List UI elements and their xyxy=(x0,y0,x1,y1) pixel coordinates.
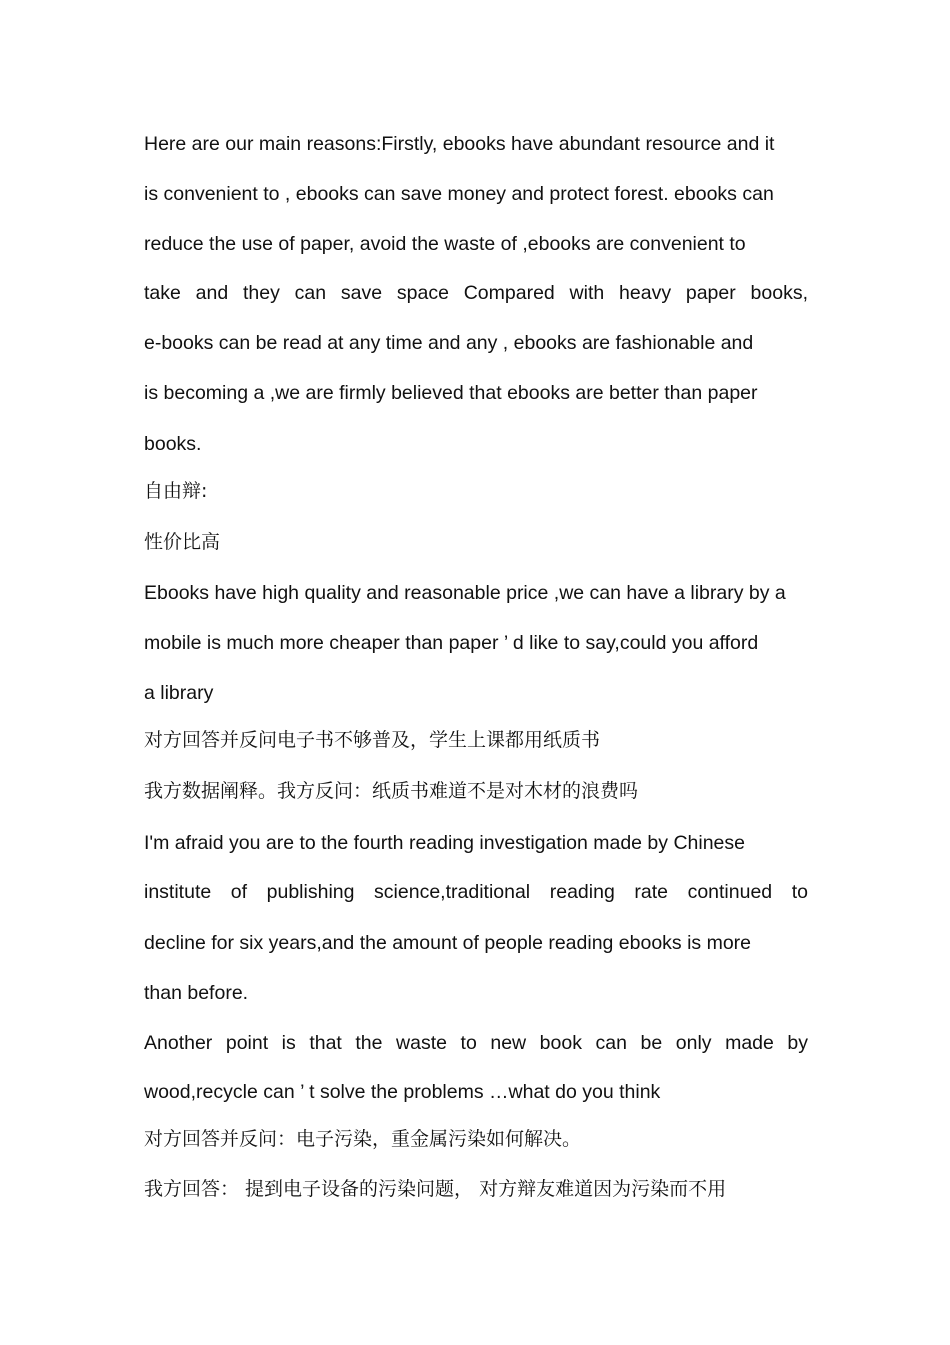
intro-line-4: take and they can save space Compared with heavy paper books, xyxy=(144,282,808,304)
intro-line-6: is becoming a ,we are firmly believed that ebooks are better than paper xyxy=(144,382,758,404)
opponent-reply-2: 对方回答并反问：电子污染，重金属污染如何解决。 xyxy=(144,1128,582,1150)
price-line-2: mobile is much more cheaper than paper ’ d like to say,could you afford xyxy=(144,632,759,654)
topic-heading: 性价比高 xyxy=(144,531,221,553)
intro-line-7: books. xyxy=(144,433,202,455)
price-line-1: Ebooks have high quality and reasonable price ,we can have a library by a xyxy=(144,582,786,604)
intro-line-2: is convenient to , ebooks can save money and protect forest. ebooks can xyxy=(144,183,774,205)
free-debate-heading: 自由辩: xyxy=(144,480,208,502)
intro-line-3: reduce the use of paper, avoid the waste of ,ebooks are convenient to xyxy=(144,233,746,255)
survey-line-1: I'm afraid you are to the fourth reading investigation made by Chinese xyxy=(144,832,745,854)
waste-line-1: Another point is that the waste to new book can be only made by xyxy=(144,1032,808,1054)
survey-line-3: decline for six years,and the amount of people reading ebooks is more xyxy=(144,932,752,954)
price-line-3: a library xyxy=(144,682,214,704)
intro-line-1: Here are our main reasons:Firstly, ebooks have abundant resource and it xyxy=(144,133,775,155)
survey-line-4: than before. xyxy=(144,982,249,1004)
survey-line-2: institute of publishing science,traditional reading rate continued to xyxy=(144,881,808,903)
our-reply-1: 我方数据阐释。我方反问：纸质书难道不是对木材的浪费吗 xyxy=(144,780,639,802)
waste-line-2: wood,recycle can ’ t solve the problems …what do you think xyxy=(144,1081,661,1103)
our-reply-2: 我方回答： 提到电子设备的污染问题， 对方辩友难道因为污染而不用 xyxy=(144,1178,727,1200)
opponent-reply-1: 对方回答并反问电子书不够普及，学生上课都用纸质书 xyxy=(144,729,601,751)
intro-line-5: e-books can be read at any time and any , ebooks are fashionable and xyxy=(144,332,754,354)
